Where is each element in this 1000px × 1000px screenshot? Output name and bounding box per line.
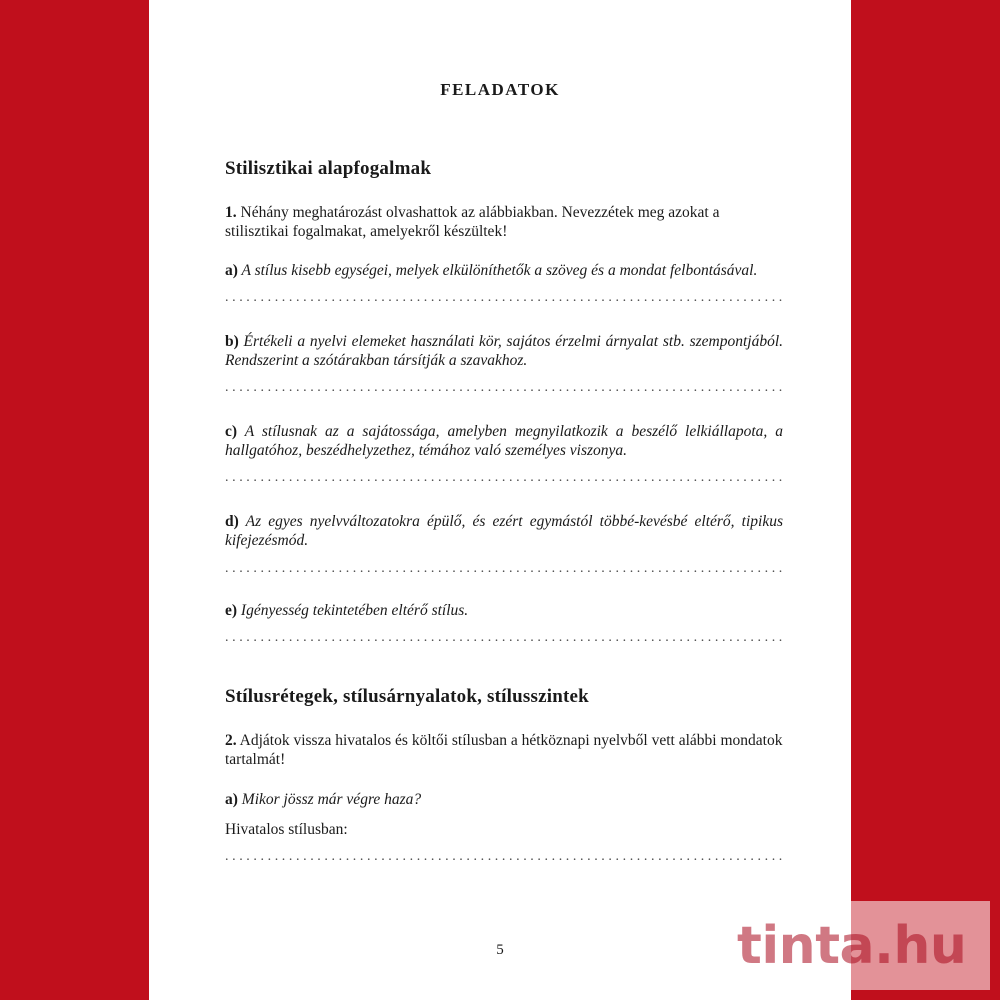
item-letter: d) bbox=[225, 513, 239, 530]
task-1-item-a bbox=[225, 261, 783, 280]
item-letter: e) bbox=[225, 602, 238, 619]
task-1-instruction bbox=[225, 203, 783, 241]
task-1-text: Néhány meghatározást olvashattok az alábbiakban. Nevezzétek meg azokat a stilisztikai fogalmakat, amelyekről készültek! bbox=[225, 204, 720, 240]
page-number: 5 bbox=[496, 942, 504, 958]
answer-line-1c[interactable] bbox=[225, 470, 783, 490]
watermark-logo: tinta.hu bbox=[737, 916, 967, 976]
answer-line-2a-official[interactable] bbox=[225, 849, 783, 869]
page-title: FELADATOK bbox=[440, 80, 560, 99]
item-letter: a) bbox=[225, 791, 238, 808]
task-2-instruction bbox=[225, 731, 783, 769]
answer-line-1a[interactable] bbox=[225, 290, 783, 310]
item-text: A stílusnak az a sajátossága, amelyben megnyilatkozik a beszélő lelkiállapota, a hallgatóhoz, beszédhelyzethez, témához való személyes viszonya. bbox=[225, 423, 783, 459]
task-1-number: 1. bbox=[225, 204, 237, 221]
answer-line-1d[interactable] bbox=[225, 561, 783, 581]
task-2-number: 2. bbox=[225, 732, 237, 749]
item-text: Igényesség tekintetében eltérő stílus. bbox=[237, 602, 469, 619]
item-text: Az egyes nyelvváltozatokra épülő, és ezért egymástól többé-kevésbé eltérő, tipikus kifejezésmód. bbox=[225, 513, 783, 549]
item-letter: a) bbox=[225, 262, 238, 279]
section-heading-style-layers: Stílusrétegek, stílusárnyalatok, stílusszintek bbox=[225, 686, 589, 707]
task-1-item-c bbox=[225, 422, 783, 460]
task-1-item-e bbox=[225, 601, 783, 620]
item-letter: b) bbox=[225, 333, 239, 350]
item-text: Értékeli a nyelvi elemeket használati kör, sajátos érzelmi árnyalat stb. szempontjából. Rendszerint a szótárakban társítják a szavakhoz. bbox=[225, 333, 783, 369]
task-1-item-b bbox=[225, 332, 783, 370]
section-heading-stylistic-basics: Stilisztikai alapfogalmak bbox=[225, 158, 432, 179]
item-letter: c) bbox=[225, 423, 238, 440]
task-2-text: Adjátok vissza hivatalos és költői stílusban a hétköznapi nyelvből vett alábbi mondatok tartalmát! bbox=[225, 732, 783, 768]
item-text: A stílus kisebb egységei, melyek elkülöníthetők a szöveg és a mondat felbontásával. bbox=[237, 262, 758, 279]
book-page bbox=[149, 0, 851, 1000]
answer-line-1e[interactable] bbox=[225, 630, 783, 650]
task-1-item-d bbox=[225, 512, 783, 550]
item-text: Mikor jössz már végre haza? bbox=[237, 791, 422, 808]
task-2-item-a bbox=[225, 790, 783, 809]
answer-line-1b[interactable] bbox=[225, 380, 783, 400]
official-style-label: Hivatalos stílusban: bbox=[225, 821, 348, 838]
